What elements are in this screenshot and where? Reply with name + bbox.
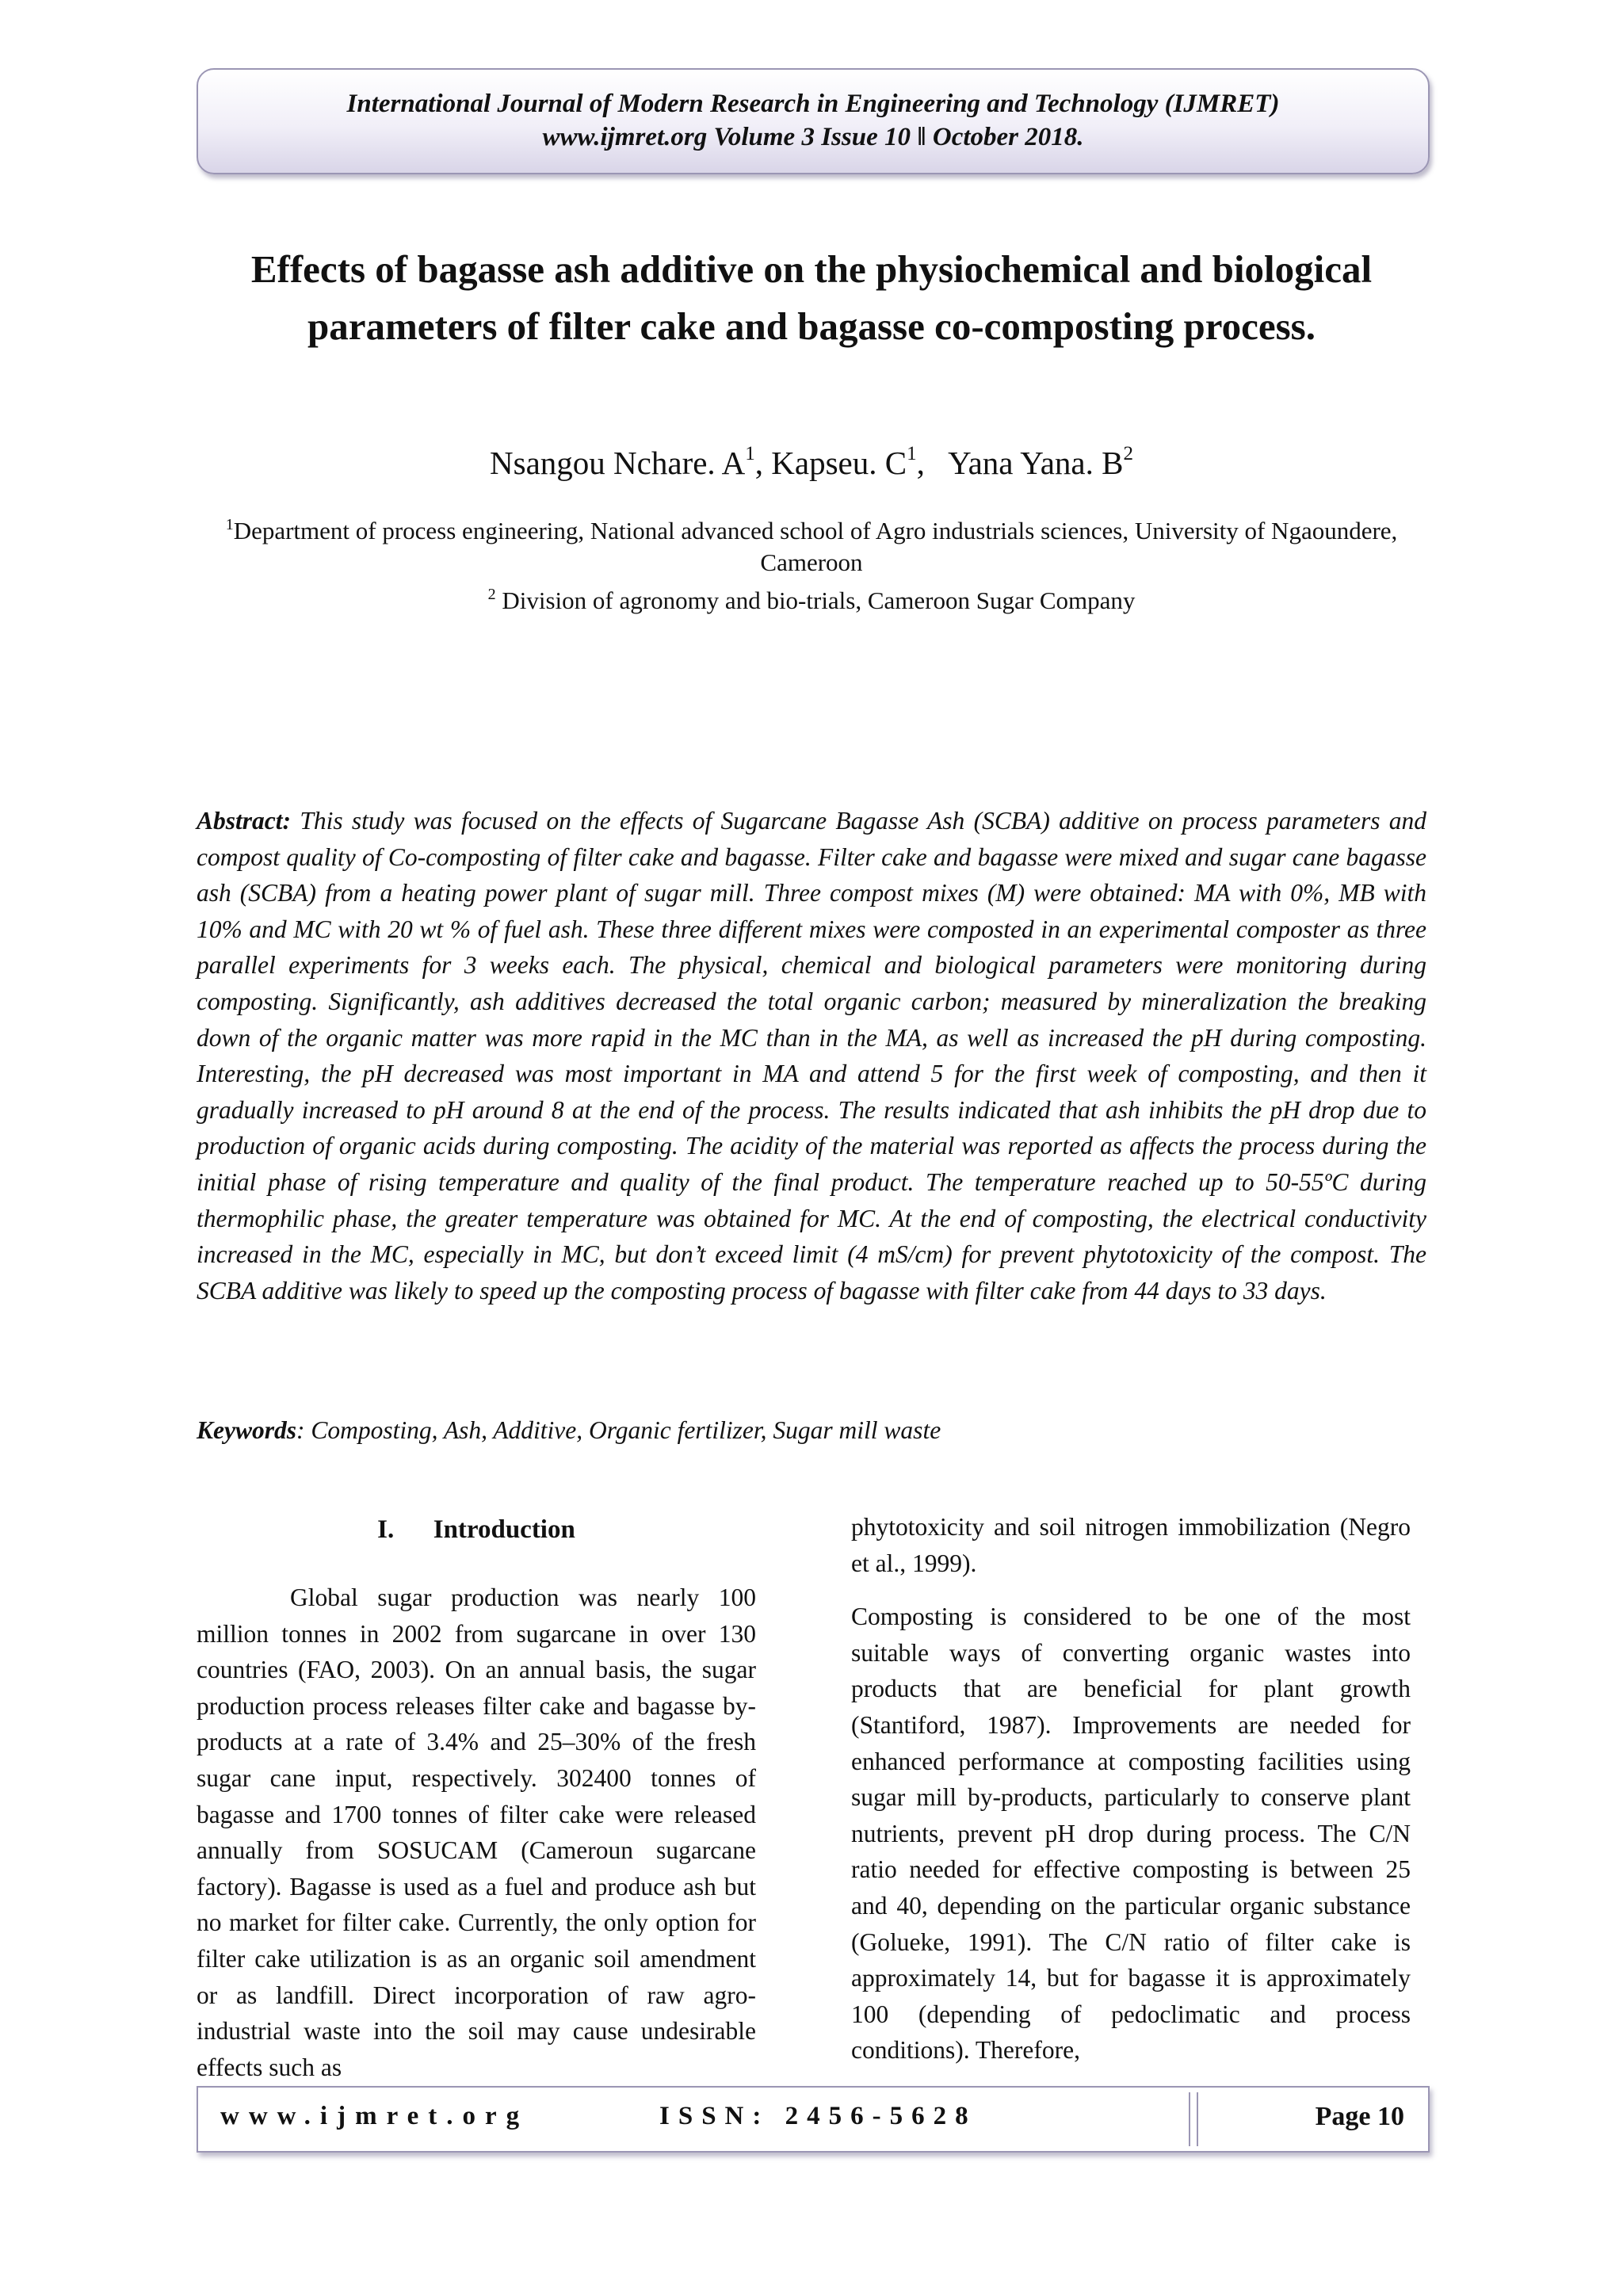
author-affil-mark: 1	[745, 443, 755, 464]
section-title: Introduction	[433, 1515, 575, 1544]
paper-title: Effects of bagasse ash additive on the physiochemical and biological parameters of filter cake and bagasse co-composting process.	[250, 247, 1373, 348]
affiliation-mark: 2	[487, 586, 496, 603]
abstract-text: This study was focused on the effects of Sugarcane Bagasse Ash (SCBA) additive on process parameters and compost quality of Co-composting of filter cake and bagasse. Filter cake and bagasse were mixed and sugar cane bagasse ash (SCBA) from a heating power plant of sugar mill. Three compost mixes (M) were obtained: MA with 0%, MB with 10% and MC with 20 wt % of fuel ash. These three different mixes were composted in an experimental composter as three parallel experiments for 3 weeks each. The physical, chemical and biological parameters were monitoring during composting. Significantly, ash additives decreased the total organic carbon; measured by mineralization the breaking down of the organic matter was more rapid in the MC than in the MA, as well as increased the pH during composting. Interesting, the pH decreased was most important in MA and attend 5 for the first week of composting, and then it gradually increased to pH around 8 at the end of the process. The results indicated that ash inhibits the pH drop due to production of organic acids during composting. The acidity of the material was reported as affects the process during the initial phase of rising temperature and quality of the final product. The temperature reached up to 50-55ºC during thermophilic phase, the greater temperature was obtained for MC. At the end of composting, the electrical conductivity increased in the MC, especially in MC, but don’t exceed limit (4 mS/cm) for prevent phytotoxicity of the compost. The SCBA additive was likely to speed up the composting process of bagasse with filter cake from 44 days to 33 days.	[197, 807, 1427, 1305]
page-number: Page 10	[1315, 2102, 1404, 2131]
author-list: Nsangou Nchare. $A^1$, Kapseu. $C^1$, Yana Yana. $B^2$	[490, 443, 1133, 481]
keywords-label: Keywords	[197, 1416, 296, 1444]
author-affil-mark: 2	[1123, 443, 1133, 464]
intro-paragraph-continued: phytotoxicity and soil nitrogen immobilization (Negro et al., 1999).	[851, 1513, 1411, 1577]
composting-paragraph: Composting is considered to be one of the most suitable ways of converting organic wastes into products that are beneficial for plant growth (Stantiford, 1987). Improvements are needed for enhanced performance at composting facilities using sugar mill by-products, particularly to conserve plant nutrients, prevent pH drop during process. The C/N ratio needed for effective composting is between 25 and 40, depending on the particular organic substance (Golueke, 1991). The C/N ratio of filter cake is approximately 14, but for bagasse it is approximately 100 (depending of pedoclimatic and process conditions). Therefore,	[851, 1603, 1411, 2065]
affiliation-text: Division of agronomy and bio-trials, Cameroon Sugar Company	[495, 586, 1136, 614]
journal-volume: www.ijmret.org Volume 3 Issue 10 ǁ October 2018.	[542, 123, 1084, 151]
journal-name: International Journal of Modern Research in Engineering and Technology (IJMRET)	[346, 90, 1280, 118]
affiliation-text: Department of process engineering, National advanced school of Agro industrials sciences, University of Ngaoundere, Cameroon	[233, 517, 1398, 576]
affiliation-mark: 1	[225, 516, 234, 533]
author-affil-mark: 1	[907, 443, 917, 464]
right-column	[851, 1509, 1411, 2069]
author-name: Nsangou Nchare. A	[490, 445, 746, 481]
journal-header	[197, 68, 1430, 174]
abstract-label: Abstract:	[197, 807, 292, 835]
footer-divider	[1189, 2092, 1198, 2146]
abstract	[197, 803, 1426, 1308]
section-number: I.	[377, 1515, 395, 1544]
affiliation-1	[197, 515, 1426, 579]
intro-paragraph: Global sugar production was nearly 100 million tonnes in 2002 from sugarcane in over 130 countries (FAO, 2003). On an annual basis, the sugar production process releases filter cake and bagasse by-products at a rate of 3.4% and 25–30% of the fresh sugar cane input, respectively. 302400 tonnes of bagasse and 1700 tonnes of filter cake were released annually from SOSUCAM (Cameroun sugarcane factory). Bagasse is used as a fuel and produce ash but no market for filter cake. Currently, the only option for filter cake utilization is as an organic soil amendment or as landfill. Direct incorporation of raw agro-industrial waste into the soil may cause undesirable effects such as	[197, 1584, 756, 2081]
left-column	[197, 1580, 756, 2085]
footer-issn: ISSN: 2456-5628	[659, 2102, 977, 2130]
keywords-text: : Composting, Ash, Additive, Organic fertilizer, Sugar mill waste	[296, 1416, 941, 1444]
affiliation-2	[197, 585, 1426, 617]
keywords	[197, 1412, 1426, 1448]
footer-url: www.ijmret.org	[220, 2102, 529, 2130]
author-name: Kapseu. C	[771, 445, 907, 481]
section-heading	[197, 1512, 756, 1548]
page-footer	[197, 2086, 1430, 2153]
author-name: Yana Yana. B	[948, 445, 1124, 481]
